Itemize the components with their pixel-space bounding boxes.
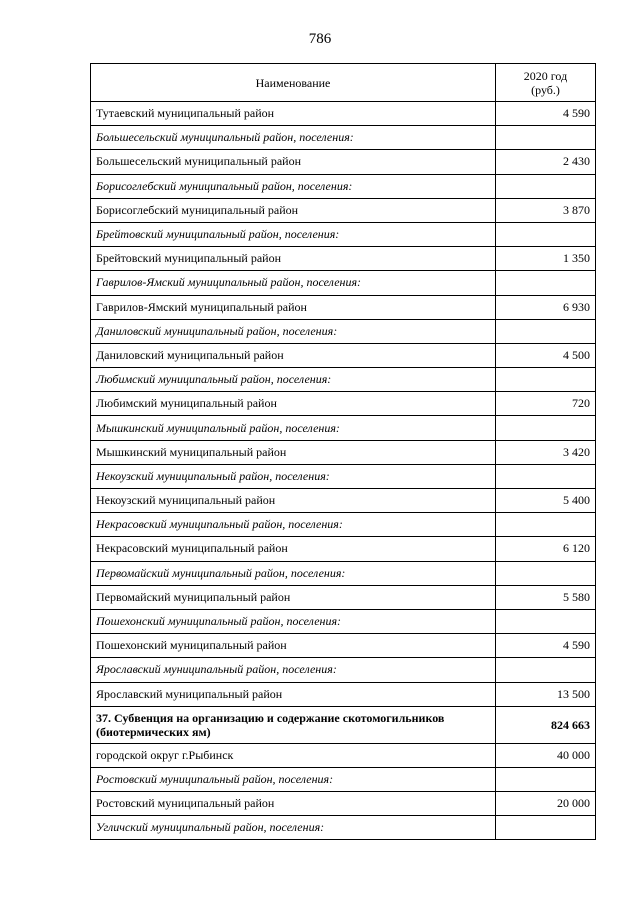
row-name: Ярославский муниципальный район, поселения: (91, 658, 496, 682)
section-row (91, 767, 596, 791)
row-name: Гаврилов-Ямский муниципальный район (91, 295, 496, 319)
section-row (91, 658, 596, 682)
row-name: Некрасовский муниципальный район (91, 537, 496, 561)
row-value: 13 500 (496, 682, 596, 706)
row-value: 4 590 (496, 102, 596, 126)
table-row (91, 682, 596, 706)
table-row (91, 743, 596, 767)
table-row (91, 489, 596, 513)
column-header-value (496, 64, 596, 102)
row-name: Пошехонский муниципальный район, поселения: (91, 609, 496, 633)
row-name: Некрасовский муниципальный район, поселения: (91, 513, 496, 537)
row-value: 6 930 (496, 295, 596, 319)
row-name: Пошехонский муниципальный район (91, 634, 496, 658)
row-name: Некоузский муниципальный район, поселения: (91, 464, 496, 488)
row-name: Ярославский муниципальный район (91, 682, 496, 706)
row-value: 2 430 (496, 150, 596, 174)
table-row (91, 198, 596, 222)
section-row (91, 464, 596, 488)
column-header-year: 2020 год (523, 68, 568, 83)
table-row (91, 247, 596, 271)
section-row (91, 271, 596, 295)
column-header-unit: (руб.) (531, 82, 560, 97)
column-header-name: Наименование (91, 64, 496, 102)
section-row (91, 513, 596, 537)
row-name: Любимский муниципальный район, поселения: (91, 368, 496, 392)
table-row (91, 537, 596, 561)
row-name: Большесельский муниципальный район (91, 150, 496, 174)
row-value (496, 126, 596, 150)
row-name: Мышкинский муниципальный район (91, 440, 496, 464)
section-row (91, 319, 596, 343)
row-value: 6 120 (496, 537, 596, 561)
row-value: 40 000 (496, 743, 596, 767)
section-row (91, 816, 596, 840)
row-name: Гаврилов-Ямский муниципальный район, поселения: (91, 271, 496, 295)
row-name: Ростовский муниципальный район, поселения: (91, 767, 496, 791)
section-row (91, 561, 596, 585)
row-name: Борисоглебский муниципальный район (91, 198, 496, 222)
row-name: Брейтовский муниципальный район, поселения: (91, 222, 496, 246)
table-row (91, 440, 596, 464)
row-name: Любимский муниципальный район (91, 392, 496, 416)
page-number: 786 (308, 31, 332, 47)
row-name: Угличский муниципальный район, поселения: (91, 816, 496, 840)
table-row (91, 343, 596, 367)
section-row (91, 126, 596, 150)
row-value (496, 174, 596, 198)
row-value (496, 513, 596, 537)
row-value: 1 350 (496, 247, 596, 271)
table-row (91, 792, 596, 816)
row-value (496, 561, 596, 585)
table-row (91, 150, 596, 174)
row-value: 5 400 (496, 489, 596, 513)
row-name: Первомайский муниципальный район (91, 585, 496, 609)
row-value: 3 420 (496, 440, 596, 464)
row-name: Ростовский муниципальный район (91, 792, 496, 816)
row-name: Даниловский муниципальный район (91, 343, 496, 367)
row-name: Некоузский муниципальный район (91, 489, 496, 513)
row-value: 4 500 (496, 343, 596, 367)
row-value (496, 319, 596, 343)
section-row (91, 368, 596, 392)
row-name: 37. Субвенция на организацию и содержание скотомогильников (биотермических ям) (91, 706, 496, 743)
table-row (91, 585, 596, 609)
row-name: городской округ г.Рыбинск (91, 743, 496, 767)
row-name: Мышкинский муниципальный район, поселения: (91, 416, 496, 440)
row-value (496, 816, 596, 840)
table-row (91, 634, 596, 658)
row-value (496, 464, 596, 488)
subsidy-table (90, 63, 596, 840)
section-row (91, 222, 596, 246)
row-value (496, 222, 596, 246)
section-row (91, 174, 596, 198)
table-row (91, 102, 596, 126)
table-row (91, 295, 596, 319)
row-value (496, 368, 596, 392)
row-value (496, 609, 596, 633)
row-name: Первомайский муниципальный район, поселения: (91, 561, 496, 585)
row-value (496, 767, 596, 791)
row-value (496, 416, 596, 440)
row-name: Тутаевский муниципальный район (91, 102, 496, 126)
row-value: 5 580 (496, 585, 596, 609)
table-body (91, 102, 596, 840)
section-row (91, 609, 596, 633)
subsidy-heading-row (91, 706, 596, 743)
row-name: Брейтовский муниципальный район (91, 247, 496, 271)
row-value (496, 271, 596, 295)
table-row (91, 392, 596, 416)
row-name: Даниловский муниципальный район, поселения: (91, 319, 496, 343)
row-value: 4 590 (496, 634, 596, 658)
row-value: 824 663 (496, 706, 596, 743)
row-value: 20 000 (496, 792, 596, 816)
section-row (91, 416, 596, 440)
row-name: Борисоглебский муниципальный район, поселения: (91, 174, 496, 198)
row-value: 3 870 (496, 198, 596, 222)
row-value: 720 (496, 392, 596, 416)
row-name: Большесельский муниципальный район, поселения: (91, 126, 496, 150)
row-value (496, 658, 596, 682)
table-header (91, 64, 596, 102)
